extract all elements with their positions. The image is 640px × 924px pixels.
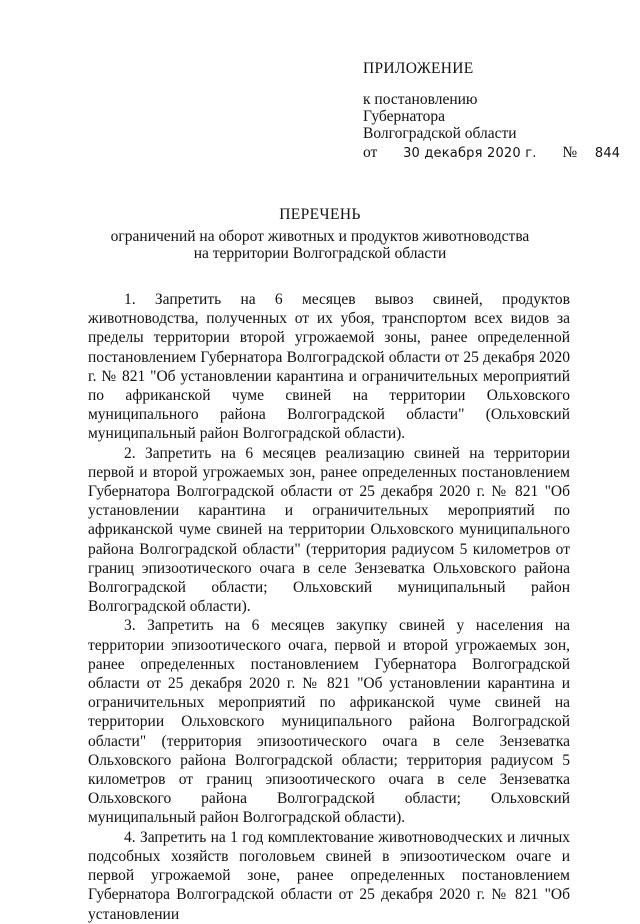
paragraph-2: 2. Запретить на 6 месяцев реализацию свиней на территории первой и второй угрожаемых зон, ранее определенных постановлением Губернатора Волгоградской области от 25 декабря 2020 г. № 821 "Об установлении карантина и ограничительных мероприятий по африканской чуме свиней на территории Ольховского муниципального района Волгоградской области" (территория радиусом 5 километров от границ эпизоотического очага в селе Зензеватка Ольховского района Волгоградской области; Ольховский муниципальный район Волгоградской области). [88,444,570,616]
decree-number: 844 [594,146,621,161]
paragraph-4: 4. Запретить на 1 год комплектование животноводческих и личных подсобных хозяйств поголовьем свиней в эпизоотическом очаге и первой угрожаемой зоне, ранее определенных постановлением Губернатора Волгоградской области от 25 декабря 2020 г. № 821 "Об установлении [88,828,570,923]
decree-date-line [363,144,620,162]
appendix-line-2: Губернатора [363,108,445,125]
date-prefix: от [363,144,378,161]
appendix-line-1: к постановлению [363,91,478,108]
subtitle-line-2: на территории Волгоградской области [193,244,447,262]
appendix-title: ПРИЛОЖЕНИЕ [363,60,474,77]
appendix-block [363,60,517,142]
number-sign: № [562,144,578,161]
document-title: ПЕРЕЧЕНЬ [279,206,361,223]
document-body [88,290,570,924]
subtitle-line-1: ограничений на оборот животных и продуктов животноводства [110,228,530,245]
decree-date: 30 декабря 2020 г. [403,146,537,161]
paragraph-3: 3. Запретить на 6 месяцев закупку свиней у населения на территории эпизоотического очага, первой и второй угрожаемых зон, ранее определенных постановлением Губернатора Волгоградской области от 25 декабря 2020 г. № 821 "Об установлении карантина и ограничительных мероприятий по африканской чуме свиней на территории Ольховского муниципального района Волгоградской области" (территория эпизоотического очага в селе Зензеватка Ольховского района Волгоградской области; территория радиусом 5 километров от границ эпизоотического очага в селе Зензеватка Ольховского района Волгоградской области; Ольховский муниципальный район Волгоградской области). [88,617,570,827]
paragraph-1: 1. Запретить на 6 месяцев вывоз свиней, продуктов животноводства, полученных от их убоя, транспортом всех видов за пределы территории второй угрожаемой зоны, ранее определенной постановлением Губернатора Волгоградской области от 25 декабря 2020 г. № 821 "Об установлении карантина и ограничительных мероприятий по африканской чуме свиней на территории Ольховского муниципального района Волгоградской области" (Ольховский муниципальный район Волгоградской области). [88,291,570,443]
document-subtitle [0,229,640,262]
appendix-line-3: Волгоградской области [363,125,517,142]
